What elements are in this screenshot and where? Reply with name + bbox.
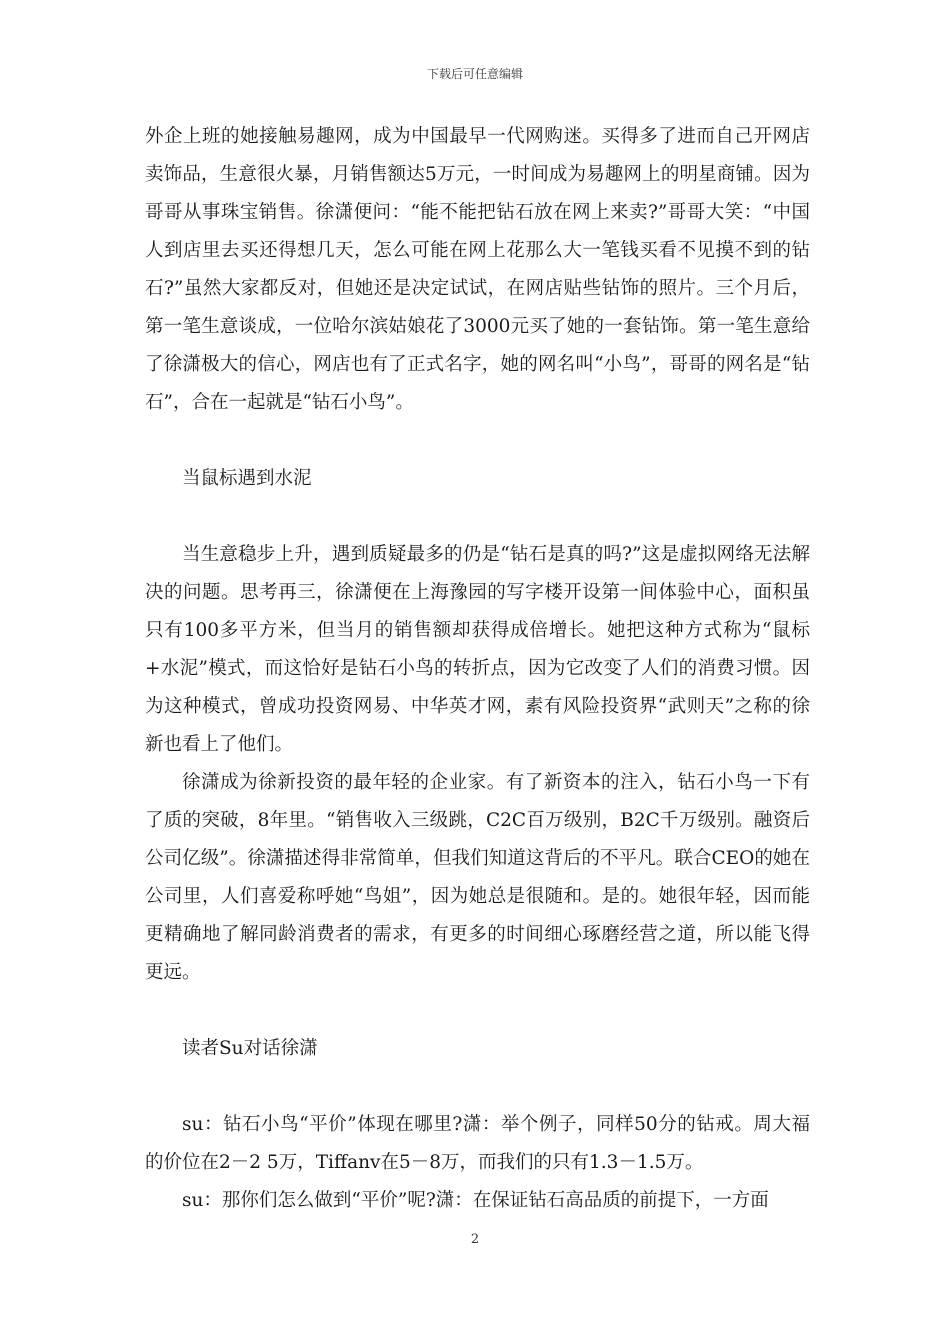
section-heading-dialogue: 读者Su对话徐潇 xyxy=(182,1038,318,1059)
page-header: 下载后可任意编辑 xyxy=(426,67,523,81)
paragraph-dialogue-1: su：钻石小鸟“平价”体现在哪里?潇：举个例子，同样50分的钻戒。周大福的价位在2－2 5万，Tiffanv在5－8万，而我们的只有1.3－1.5万。 xyxy=(145,1114,810,1173)
document-body xyxy=(145,118,810,1220)
section-heading-mouse-cement: 当鼠标遇到水泥 xyxy=(182,468,312,489)
paragraph-intro: 外企上班的她接触易趣网，成为中国最早一代网购迷。买得多了进而自己开网店卖饰品，生意很火暴，月销售额达5万元，一时间成为易趣网上的明星商铺。因为哥哥从事珠宝销售。徐潇便问：“能不能把钻石放在网上来卖?”哥哥大笑：“中国人到店里去买还得想几天，怎么可能在网上花那么大一笔钱买看不见摸不到的钻石?”虽然大家都反对，但她还是决定试试，在网店贴些钻饰的照片。三个月后，第一笔生意谈成，一位哈尔滨姑娘花了3000元买了她的一套钻饰。第一笔生意给了徐潇极大的信心，网店也有了正式名字，她的网名叫“小鸟”，哥哥的网名是“钻石”，合在一起就是“钻石小鸟”。 xyxy=(145,126,810,413)
page-number: 2 xyxy=(470,1232,480,1247)
paragraph-investment: 徐潇成为徐新投资的最年轻的企业家。有了新资本的注入，钻石小鸟一下有了质的突破，8年里。“销售收入三级跳，C2C百万级别，B2C千万级别。融资后公司亿级”。徐潇描述得非常简单，但我们知道这背后的不平凡。联合CEO的她在公司里，人们喜爱称呼她“鸟姐”，因为她总是很随和。是的。她很年轻，因而能更精确地了解同龄消费者的需求，有更多的时间细心琢磨经营之道，所以能飞得更远。 xyxy=(145,772,810,983)
paragraph-mouse-cement: 当生意稳步上升，遇到质疑最多的仍是“钻石是真的吗?”这是虚拟网络无法解决的问题。思考再三，徐潇便在上海豫园的写字楼开设第一间体验中心，面积虽只有100多平方米，但当月的销售额却获得成倍增长。她把这种方式称为“鼠标+水泥”模式，而这恰好是钻石小鸟的转折点，因为它改变了人们的消费习惯。因为这种模式，曾成功投资网易、中华英才网，素有风险投资界“武则天”之称的徐新也看上了他们。 xyxy=(145,544,810,755)
paragraph-dialogue-2: su：那你们怎么做到“平价”呢?潇：在保证钻石高品质的前提下，一方面 xyxy=(182,1190,769,1211)
